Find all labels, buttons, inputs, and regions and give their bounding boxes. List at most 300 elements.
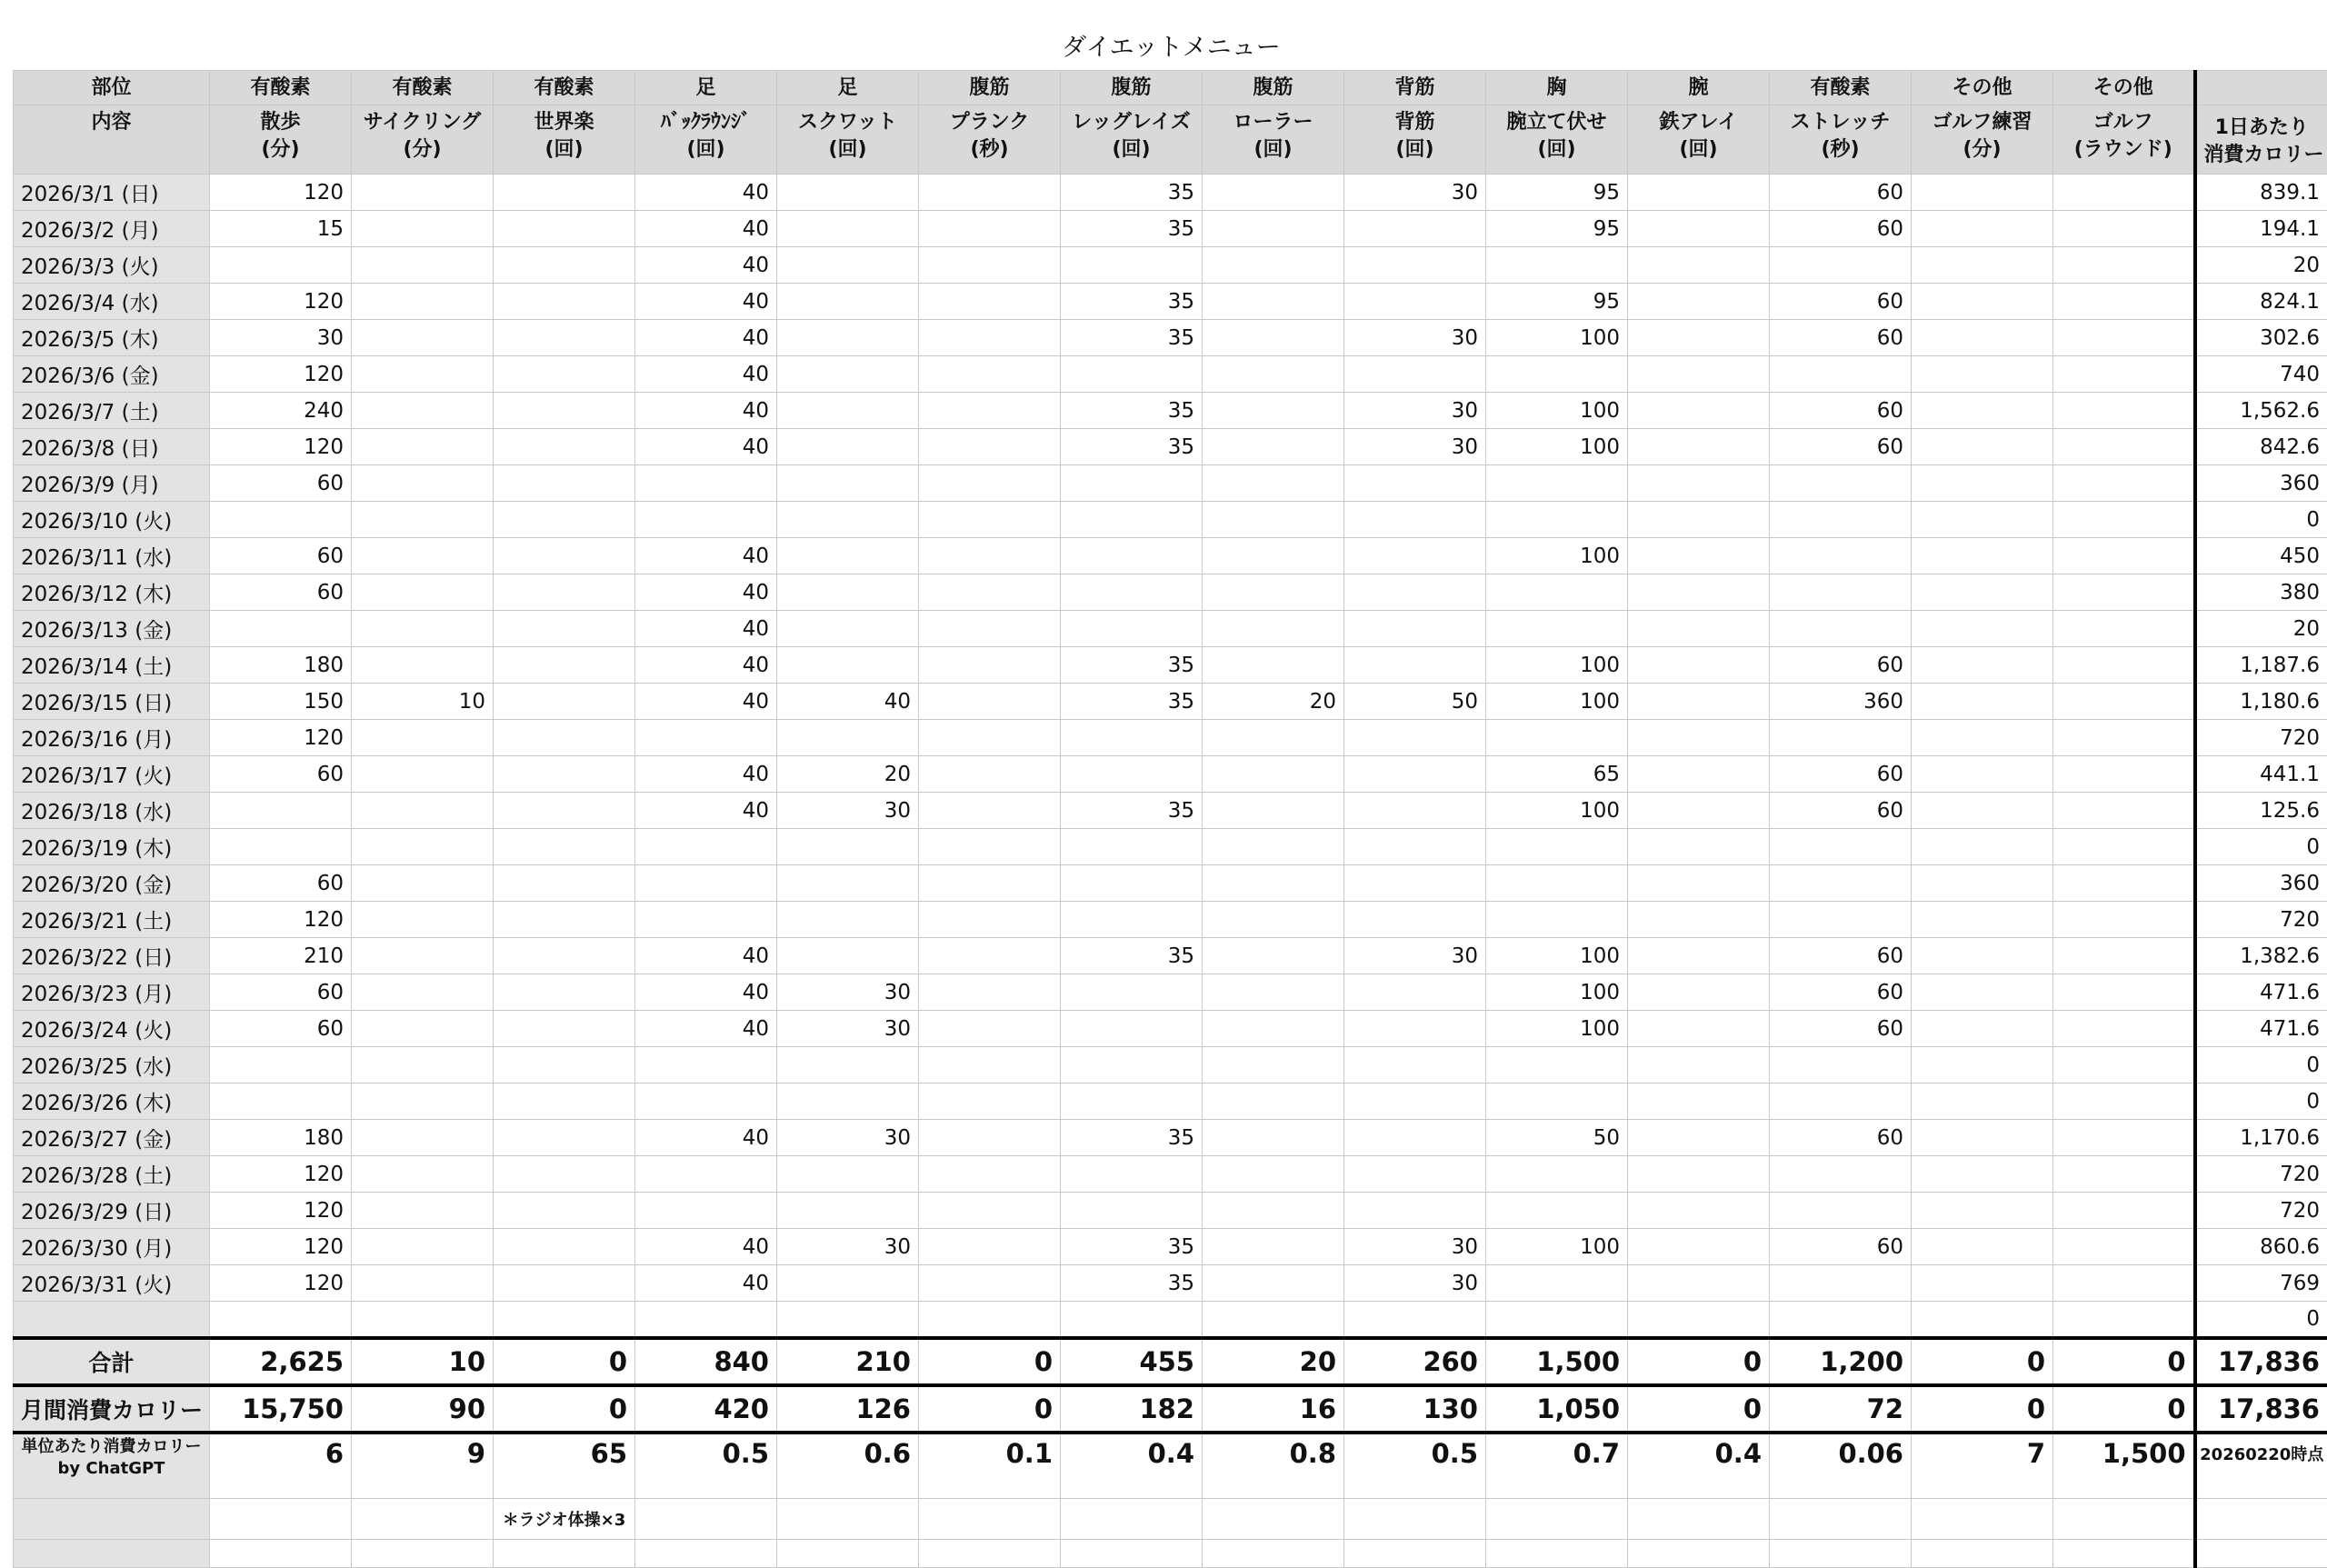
daily-calorie-cell[interactable]: 720: [2195, 720, 2327, 756]
daily-calorie-cell[interactable]: 20: [2195, 247, 2327, 284]
daily-calorie-cell[interactable]: 1,562.6: [2195, 393, 2327, 429]
value-cell[interactable]: [352, 247, 494, 284]
value-cell[interactable]: [1770, 1265, 1912, 1302]
value-cell[interactable]: [1344, 1302, 1486, 1338]
sum-cell[interactable]: 2,625: [210, 1338, 352, 1385]
value-cell[interactable]: [1061, 974, 1203, 1011]
value-cell[interactable]: [1912, 938, 2053, 974]
value-cell[interactable]: [777, 356, 919, 393]
monthly-cell[interactable]: 90: [352, 1385, 494, 1433]
value-cell[interactable]: [1486, 247, 1628, 284]
value-cell[interactable]: [919, 247, 1061, 284]
value-cell[interactable]: 120: [210, 175, 352, 211]
value-cell[interactable]: 40: [635, 974, 777, 1011]
daily-calorie-cell[interactable]: 720: [2195, 902, 2327, 938]
value-cell[interactable]: [2053, 175, 2195, 211]
sum-cell[interactable]: 0: [919, 1338, 1061, 1385]
value-cell[interactable]: [2053, 429, 2195, 465]
date-cell[interactable]: 2026/3/25 (水): [14, 1047, 210, 1084]
date-cell[interactable]: 2026/3/12 (木): [14, 574, 210, 611]
empty-cell[interactable]: [1770, 1539, 1912, 1567]
value-cell[interactable]: [494, 1084, 635, 1120]
value-cell[interactable]: [1770, 574, 1912, 611]
value-cell[interactable]: [1486, 829, 1628, 865]
column-category-cell[interactable]: その他: [2053, 71, 2195, 105]
value-cell[interactable]: 10: [352, 684, 494, 720]
value-cell[interactable]: 60: [1770, 320, 1912, 356]
date-cell[interactable]: 2026/3/5 (木): [14, 320, 210, 356]
value-cell[interactable]: [1770, 247, 1912, 284]
value-cell[interactable]: [1912, 974, 2053, 1011]
unit-cell[interactable]: 0.7: [1486, 1433, 1628, 1499]
column-header-cell[interactable]: [1912, 105, 2053, 175]
value-cell[interactable]: [1912, 902, 2053, 938]
value-cell[interactable]: [919, 211, 1061, 247]
value-cell[interactable]: 60: [210, 1011, 352, 1047]
daily-calorie-cell[interactable]: 842.6: [2195, 429, 2327, 465]
value-cell[interactable]: 100: [1486, 647, 1628, 684]
value-cell[interactable]: [919, 1229, 1061, 1265]
column-header-cell[interactable]: [1770, 105, 1912, 175]
value-cell[interactable]: [494, 502, 635, 538]
value-cell[interactable]: [1061, 902, 1203, 938]
value-cell[interactable]: [1486, 465, 1628, 502]
value-cell[interactable]: [1628, 938, 1770, 974]
value-cell[interactable]: 60: [1770, 429, 1912, 465]
value-cell[interactable]: [494, 1229, 635, 1265]
value-cell[interactable]: [777, 1047, 919, 1084]
value-cell[interactable]: [210, 502, 352, 538]
value-cell[interactable]: 30: [777, 1229, 919, 1265]
value-cell[interactable]: [635, 902, 777, 938]
value-cell[interactable]: [2053, 538, 2195, 574]
value-cell[interactable]: 100: [1486, 1229, 1628, 1265]
value-cell[interactable]: [1061, 1156, 1203, 1193]
value-cell[interactable]: [1203, 1047, 1344, 1084]
value-cell[interactable]: [494, 1120, 635, 1156]
value-cell[interactable]: 40: [635, 1120, 777, 1156]
value-cell[interactable]: [2053, 1193, 2195, 1229]
note-cell[interactable]: ＊ラジオ体操×3: [494, 1498, 635, 1539]
value-cell[interactable]: [494, 974, 635, 1011]
value-cell[interactable]: [919, 1011, 1061, 1047]
monthly-cell[interactable]: 72: [1770, 1385, 1912, 1433]
value-cell[interactable]: [1628, 502, 1770, 538]
empty-cell[interactable]: [1203, 1498, 1344, 1539]
value-cell[interactable]: [1912, 320, 2053, 356]
value-cell[interactable]: 40: [635, 756, 777, 793]
value-cell[interactable]: 40: [635, 320, 777, 356]
value-cell[interactable]: [1912, 684, 2053, 720]
value-cell[interactable]: [1912, 647, 2053, 684]
value-cell[interactable]: [1203, 1229, 1344, 1265]
value-cell[interactable]: 100: [1486, 1011, 1628, 1047]
date-cell[interactable]: 2026/3/20 (金): [14, 865, 210, 902]
value-cell[interactable]: [777, 393, 919, 429]
value-cell[interactable]: [1628, 1084, 1770, 1120]
date-cell[interactable]: [14, 1302, 210, 1338]
value-cell[interactable]: [352, 356, 494, 393]
value-cell[interactable]: [2053, 902, 2195, 938]
as-of-stamp[interactable]: 20260220時点: [2195, 1433, 2327, 1499]
value-cell[interactable]: 100: [1486, 393, 1628, 429]
column-header-cell[interactable]: [2053, 105, 2195, 175]
empty-cell[interactable]: [1628, 1498, 1770, 1539]
value-cell[interactable]: [494, 720, 635, 756]
empty-cell[interactable]: [919, 1498, 1061, 1539]
empty-cell[interactable]: [1912, 1498, 2053, 1539]
value-cell[interactable]: [352, 320, 494, 356]
value-cell[interactable]: [1486, 1265, 1628, 1302]
value-cell[interactable]: 240: [210, 393, 352, 429]
value-cell[interactable]: [635, 465, 777, 502]
value-cell[interactable]: [1061, 611, 1203, 647]
value-cell[interactable]: 40: [635, 393, 777, 429]
value-cell[interactable]: 40: [635, 1011, 777, 1047]
column-category-cell[interactable]: 有酸素: [210, 71, 352, 105]
value-cell[interactable]: [1770, 902, 1912, 938]
value-cell[interactable]: 95: [1486, 175, 1628, 211]
value-cell[interactable]: [1628, 647, 1770, 684]
value-cell[interactable]: [352, 1229, 494, 1265]
daily-calorie-cell[interactable]: 1,170.6: [2195, 1120, 2327, 1156]
date-cell[interactable]: 2026/3/3 (火): [14, 247, 210, 284]
value-cell[interactable]: [1061, 829, 1203, 865]
value-cell[interactable]: 50: [1344, 684, 1486, 720]
column-category-cell[interactable]: 背筋: [1344, 71, 1486, 105]
value-cell[interactable]: 35: [1061, 684, 1203, 720]
date-cell[interactable]: 2026/3/23 (月): [14, 974, 210, 1011]
value-cell[interactable]: [1770, 538, 1912, 574]
value-cell[interactable]: [1061, 1302, 1203, 1338]
value-cell[interactable]: 35: [1061, 1229, 1203, 1265]
column-header-cell[interactable]: [919, 105, 1061, 175]
empty-cell[interactable]: [210, 1498, 352, 1539]
value-cell[interactable]: [1628, 684, 1770, 720]
value-cell[interactable]: [352, 1265, 494, 1302]
date-cell[interactable]: 2026/3/7 (土): [14, 393, 210, 429]
empty-cell[interactable]: [1203, 1539, 1344, 1567]
date-cell[interactable]: 2026/3/30 (月): [14, 1229, 210, 1265]
value-cell[interactable]: [494, 1302, 635, 1338]
empty-cell[interactable]: [635, 1539, 777, 1567]
value-cell[interactable]: [1486, 720, 1628, 756]
value-cell[interactable]: [919, 865, 1061, 902]
value-cell[interactable]: [919, 320, 1061, 356]
sum-cell[interactable]: 455: [1061, 1338, 1203, 1385]
value-cell[interactable]: [2053, 574, 2195, 611]
value-cell[interactable]: 30: [1344, 1265, 1486, 1302]
value-cell[interactable]: 35: [1061, 393, 1203, 429]
daily-calorie-cell[interactable]: 194.1: [2195, 211, 2327, 247]
value-cell[interactable]: 40: [777, 684, 919, 720]
value-cell[interactable]: [1912, 211, 2053, 247]
sum-cell[interactable]: 0: [1628, 1338, 1770, 1385]
value-cell[interactable]: 35: [1061, 938, 1203, 974]
value-cell[interactable]: [352, 1084, 494, 1120]
value-cell[interactable]: [1203, 393, 1344, 429]
value-cell[interactable]: [919, 611, 1061, 647]
value-cell[interactable]: [1203, 1302, 1344, 1338]
value-cell[interactable]: [635, 1156, 777, 1193]
value-cell[interactable]: 60: [1770, 393, 1912, 429]
value-cell[interactable]: [1912, 356, 2053, 393]
column-category-cell-total[interactable]: [2195, 71, 2327, 105]
empty-cell[interactable]: [1912, 1539, 2053, 1567]
unit-cell[interactable]: 0.8: [1203, 1433, 1344, 1499]
value-cell[interactable]: [777, 902, 919, 938]
value-cell[interactable]: [777, 1265, 919, 1302]
value-cell[interactable]: [919, 974, 1061, 1011]
value-cell[interactable]: [1344, 356, 1486, 393]
unit-cell[interactable]: 0.5: [1344, 1433, 1486, 1499]
value-cell[interactable]: [635, 1193, 777, 1229]
value-cell[interactable]: 60: [1770, 1011, 1912, 1047]
daily-calorie-cell[interactable]: 125.6: [2195, 793, 2327, 829]
value-cell[interactable]: [1628, 865, 1770, 902]
value-cell[interactable]: [919, 356, 1061, 393]
empty-cell[interactable]: [2053, 1539, 2195, 1567]
value-cell[interactable]: [352, 211, 494, 247]
value-cell[interactable]: [352, 538, 494, 574]
value-cell[interactable]: [210, 829, 352, 865]
value-cell[interactable]: [1912, 1302, 2053, 1338]
monthly-label[interactable]: 月間消費カロリー: [14, 1385, 210, 1433]
date-cell[interactable]: 2026/3/15 (日): [14, 684, 210, 720]
value-cell[interactable]: 30: [777, 1120, 919, 1156]
value-cell[interactable]: [1628, 611, 1770, 647]
column-header-cell[interactable]: [635, 105, 777, 175]
monthly-total-cell[interactable]: 17,836: [2195, 1385, 2327, 1433]
date-cell[interactable]: 2026/3/13 (金): [14, 611, 210, 647]
value-cell[interactable]: [1344, 1193, 1486, 1229]
daily-calorie-cell[interactable]: 0: [2195, 502, 2327, 538]
value-cell[interactable]: 40: [635, 211, 777, 247]
value-cell[interactable]: [1203, 356, 1344, 393]
value-cell[interactable]: [1628, 320, 1770, 356]
value-cell[interactable]: 40: [635, 1229, 777, 1265]
monthly-cell[interactable]: 126: [777, 1385, 919, 1433]
sum-label[interactable]: 合計: [14, 1338, 210, 1385]
monthly-cell[interactable]: 0: [1912, 1385, 2053, 1433]
column-category-cell[interactable]: 足: [777, 71, 919, 105]
column-category-cell[interactable]: 胸: [1486, 71, 1628, 105]
value-cell[interactable]: [1912, 611, 2053, 647]
value-cell[interactable]: [635, 1302, 777, 1338]
value-cell[interactable]: [2053, 1156, 2195, 1193]
value-cell[interactable]: [494, 574, 635, 611]
value-cell[interactable]: 35: [1061, 429, 1203, 465]
value-cell[interactable]: [352, 502, 494, 538]
unit-label[interactable]: [14, 1433, 210, 1499]
value-cell[interactable]: 40: [635, 647, 777, 684]
value-cell[interactable]: [494, 538, 635, 574]
value-cell[interactable]: [1912, 793, 2053, 829]
value-cell[interactable]: 30: [1344, 393, 1486, 429]
value-cell[interactable]: [1344, 1084, 1486, 1120]
value-cell[interactable]: [919, 284, 1061, 320]
value-cell[interactable]: [1203, 429, 1344, 465]
date-cell[interactable]: 2026/3/24 (火): [14, 1011, 210, 1047]
daily-calorie-cell[interactable]: 1,180.6: [2195, 684, 2327, 720]
value-cell[interactable]: 100: [1486, 974, 1628, 1011]
value-cell[interactable]: [2053, 865, 2195, 902]
value-cell[interactable]: 30: [1344, 1229, 1486, 1265]
value-cell[interactable]: [1203, 1084, 1344, 1120]
empty-cell[interactable]: [635, 1498, 777, 1539]
value-cell[interactable]: [777, 247, 919, 284]
value-cell[interactable]: [1061, 1193, 1203, 1229]
daily-calorie-cell[interactable]: 740: [2195, 356, 2327, 393]
value-cell[interactable]: [1628, 1229, 1770, 1265]
monthly-cell[interactable]: 130: [1344, 1385, 1486, 1433]
value-cell[interactable]: [352, 1193, 494, 1229]
value-cell[interactable]: [1344, 647, 1486, 684]
value-cell[interactable]: [777, 429, 919, 465]
value-cell[interactable]: [919, 1084, 1061, 1120]
value-cell[interactable]: [919, 429, 1061, 465]
value-cell[interactable]: [777, 284, 919, 320]
value-cell[interactable]: [1061, 538, 1203, 574]
value-cell[interactable]: [1912, 574, 2053, 611]
value-cell[interactable]: [1061, 465, 1203, 502]
value-cell[interactable]: [210, 1047, 352, 1084]
value-cell[interactable]: [2053, 1047, 2195, 1084]
value-cell[interactable]: [494, 175, 635, 211]
empty-cell[interactable]: [1486, 1539, 1628, 1567]
value-cell[interactable]: [919, 902, 1061, 938]
value-cell[interactable]: 120: [210, 1265, 352, 1302]
value-cell[interactable]: [352, 756, 494, 793]
value-cell[interactable]: [1061, 1047, 1203, 1084]
value-cell[interactable]: 60: [210, 538, 352, 574]
date-cell[interactable]: 2026/3/19 (木): [14, 829, 210, 865]
value-cell[interactable]: [2053, 647, 2195, 684]
value-cell[interactable]: 35: [1061, 320, 1203, 356]
value-cell[interactable]: [494, 356, 635, 393]
value-cell[interactable]: [635, 865, 777, 902]
value-cell[interactable]: [919, 793, 1061, 829]
value-cell[interactable]: [1770, 1193, 1912, 1229]
value-cell[interactable]: [1486, 356, 1628, 393]
value-cell[interactable]: [494, 211, 635, 247]
value-cell[interactable]: 35: [1061, 647, 1203, 684]
value-cell[interactable]: 40: [635, 1265, 777, 1302]
value-cell[interactable]: [1344, 211, 1486, 247]
value-cell[interactable]: 120: [210, 356, 352, 393]
value-cell[interactable]: [1486, 1193, 1628, 1229]
value-cell[interactable]: [1203, 175, 1344, 211]
value-cell[interactable]: 35: [1061, 793, 1203, 829]
value-cell[interactable]: 35: [1061, 284, 1203, 320]
value-cell[interactable]: 100: [1486, 684, 1628, 720]
column-category-cell[interactable]: 腹筋: [1203, 71, 1344, 105]
value-cell[interactable]: [777, 320, 919, 356]
value-cell[interactable]: [1770, 865, 1912, 902]
daily-calorie-cell[interactable]: 839.1: [2195, 175, 2327, 211]
value-cell[interactable]: [352, 793, 494, 829]
value-cell[interactable]: 30: [1344, 429, 1486, 465]
value-cell[interactable]: 65: [1486, 756, 1628, 793]
column-header-cell[interactable]: [494, 105, 635, 175]
value-cell[interactable]: [1912, 720, 2053, 756]
empty-cell[interactable]: [777, 1498, 919, 1539]
value-cell[interactable]: [777, 938, 919, 974]
empty-cell[interactable]: [494, 1539, 635, 1567]
value-cell[interactable]: [1770, 720, 1912, 756]
value-cell[interactable]: [1203, 1156, 1344, 1193]
value-cell[interactable]: [919, 756, 1061, 793]
value-cell[interactable]: [777, 647, 919, 684]
value-cell[interactable]: [777, 211, 919, 247]
value-cell[interactable]: [1203, 574, 1344, 611]
value-cell[interactable]: [1628, 1193, 1770, 1229]
value-cell[interactable]: [1203, 502, 1344, 538]
value-cell[interactable]: [1770, 1084, 1912, 1120]
value-cell[interactable]: 40: [635, 175, 777, 211]
value-cell[interactable]: [494, 1193, 635, 1229]
value-cell[interactable]: [2053, 793, 2195, 829]
value-cell[interactable]: [1203, 538, 1344, 574]
value-cell[interactable]: [1628, 429, 1770, 465]
value-cell[interactable]: [919, 574, 1061, 611]
value-cell[interactable]: [919, 465, 1061, 502]
value-cell[interactable]: [1203, 756, 1344, 793]
value-cell[interactable]: [352, 865, 494, 902]
value-cell[interactable]: 15: [210, 211, 352, 247]
value-cell[interactable]: 40: [635, 538, 777, 574]
daily-calorie-cell[interactable]: 0: [2195, 829, 2327, 865]
value-cell[interactable]: 180: [210, 1120, 352, 1156]
empty-cell[interactable]: [2195, 1539, 2327, 1567]
empty-cell[interactable]: [352, 1539, 494, 1567]
value-cell[interactable]: [210, 247, 352, 284]
value-cell[interactable]: [1203, 1120, 1344, 1156]
value-cell[interactable]: [1061, 1011, 1203, 1047]
value-cell[interactable]: 120: [210, 1193, 352, 1229]
value-cell[interactable]: [352, 175, 494, 211]
value-cell[interactable]: [1344, 865, 1486, 902]
value-cell[interactable]: [1628, 1265, 1770, 1302]
value-cell[interactable]: [2053, 720, 2195, 756]
value-cell[interactable]: [352, 1011, 494, 1047]
value-cell[interactable]: [919, 1120, 1061, 1156]
value-cell[interactable]: [1203, 1265, 1344, 1302]
value-cell[interactable]: [1344, 502, 1486, 538]
value-cell[interactable]: 100: [1486, 320, 1628, 356]
column-header-cell[interactable]: [1628, 105, 1770, 175]
value-cell[interactable]: [1628, 538, 1770, 574]
value-cell[interactable]: [1628, 211, 1770, 247]
empty-cell[interactable]: [1061, 1498, 1203, 1539]
empty-cell[interactable]: [777, 1539, 919, 1567]
value-cell[interactable]: 60: [210, 974, 352, 1011]
value-cell[interactable]: [1912, 1193, 2053, 1229]
value-cell[interactable]: [2053, 320, 2195, 356]
unit-cell[interactable]: 65: [494, 1433, 635, 1499]
date-cell[interactable]: 2026/3/31 (火): [14, 1265, 210, 1302]
value-cell[interactable]: [777, 611, 919, 647]
value-cell[interactable]: [919, 1302, 1061, 1338]
column-category-cell[interactable]: 腕: [1628, 71, 1770, 105]
value-cell[interactable]: 100: [1486, 429, 1628, 465]
value-cell[interactable]: [1770, 502, 1912, 538]
value-cell[interactable]: [2053, 393, 2195, 429]
monthly-cell[interactable]: 16: [1203, 1385, 1344, 1433]
column-header-cell[interactable]: [210, 105, 352, 175]
sum-cell[interactable]: 1,200: [1770, 1338, 1912, 1385]
value-cell[interactable]: [1203, 647, 1344, 684]
